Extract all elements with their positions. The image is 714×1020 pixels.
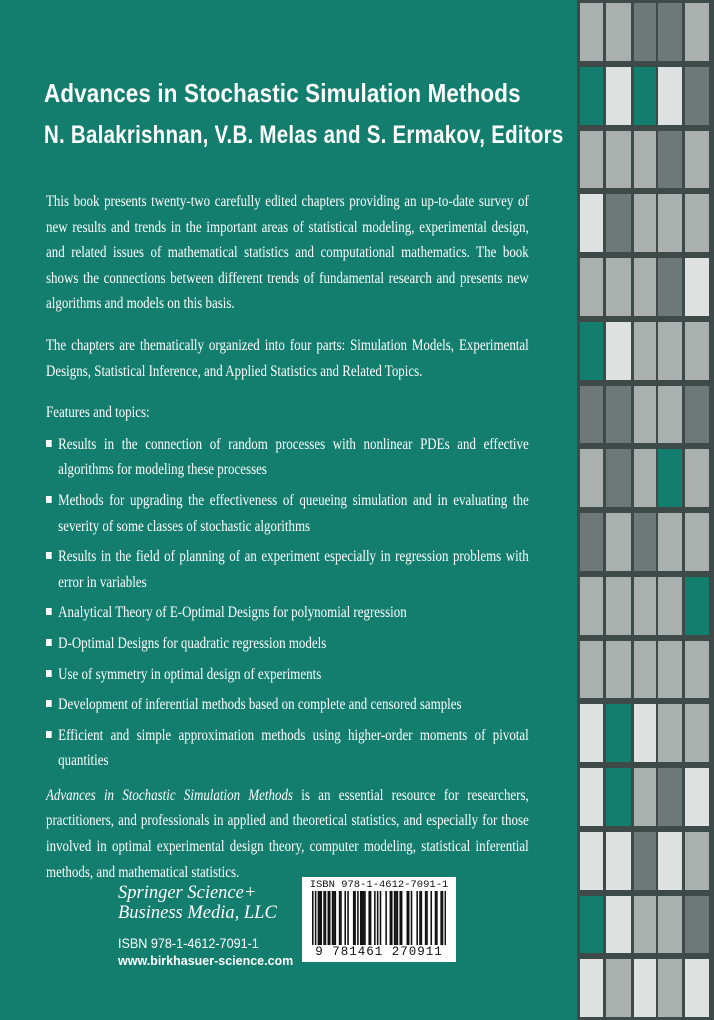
mosaic-tile — [580, 641, 603, 699]
barcode-bar — [401, 891, 403, 945]
mosaic-tile — [606, 768, 631, 826]
mosaic-tile — [634, 386, 656, 444]
barcode-bar — [435, 891, 437, 945]
mosaic-tile — [606, 832, 631, 890]
barcode-bar — [363, 891, 365, 945]
barcode-bars — [312, 891, 446, 945]
barcode-bar — [399, 891, 401, 945]
barcode-bar — [333, 891, 335, 945]
mosaic-tile — [606, 258, 631, 316]
features-heading: Features and topics: — [46, 404, 150, 422]
barcode-bar — [364, 891, 366, 945]
barcode-bar — [319, 891, 321, 945]
mosaic-tile — [634, 513, 656, 571]
mosaic-tile — [634, 322, 656, 380]
mosaic-tile — [685, 131, 709, 189]
mosaic-tile — [634, 704, 656, 762]
mosaic-tile — [606, 386, 631, 444]
barcode-bar — [328, 891, 330, 945]
mosaic-tile — [634, 194, 656, 252]
mosaic-tile — [580, 832, 603, 890]
feature-item: Methods for upgrading the effectiveness of queueing simulation and in evaluating the severity of some classes of stochastic algorithms — [46, 488, 529, 539]
mosaic-tile — [606, 959, 631, 1017]
mosaic-tile — [606, 322, 631, 380]
publisher-isbn: ISBN 978-1-4612-7091-1 — [118, 935, 259, 951]
mosaic-tile — [580, 959, 603, 1017]
barcode-bar — [347, 891, 349, 945]
barcode-bar — [394, 891, 396, 945]
mosaic-tile — [658, 449, 682, 507]
barcode-bar — [354, 891, 356, 945]
mosaic-tile — [580, 896, 603, 954]
barcode-bar — [425, 891, 427, 945]
barcode-bar — [315, 891, 317, 945]
mosaic-tile — [580, 577, 603, 635]
mosaic-tile — [580, 322, 603, 380]
barcode-bar — [312, 891, 314, 945]
mosaic-tile — [658, 194, 682, 252]
mosaic-tile — [580, 258, 603, 316]
mosaic-tile — [580, 386, 603, 444]
mosaic-tile — [658, 577, 682, 635]
feature-item: Use of symmetry in optimal design of experiments — [46, 662, 529, 688]
mosaic-tile — [685, 449, 709, 507]
parts-paragraph: The chapters are thematically organized into four parts: Simulation Models, Experimental Designs, Statistical Inference, and Applied Statistics and Related Topics. — [46, 336, 529, 380]
mosaic-tile — [606, 194, 631, 252]
mosaic-tile — [685, 768, 709, 826]
feature-item: Analytical Theory of E-Optimal Designs for polynomial regression — [46, 600, 529, 626]
barcode-bar — [332, 891, 334, 945]
mosaic-tile — [634, 131, 656, 189]
barcode-bar — [397, 891, 399, 945]
mosaic-tile — [580, 704, 603, 762]
feature-item: D-Optimal Designs for quadratic regression models — [46, 631, 529, 657]
feature-item: Results in the field of planning of an experiment especially in regression problems with error in variables — [46, 544, 529, 595]
barcode-bar — [391, 891, 393, 945]
barcode-bar — [361, 891, 363, 945]
barcode-digits: 9 781461 270911 — [315, 945, 443, 959]
mosaic-tile — [606, 704, 631, 762]
mosaic-tile — [658, 131, 682, 189]
barcode-bar — [340, 891, 342, 945]
isbn-barcode — [302, 877, 456, 962]
barcode-bar — [408, 891, 410, 945]
barcode-bar — [377, 891, 379, 945]
mosaic-tile — [606, 3, 631, 61]
mosaic-tile — [685, 194, 709, 252]
closing-paragraph — [46, 783, 529, 885]
feature-item: Development of inferential methods based on complete and censored samples — [46, 692, 529, 718]
mosaic-tile — [685, 896, 709, 954]
mosaic-tile — [685, 577, 709, 635]
mosaic-tile — [685, 959, 709, 1017]
barcode-isbn-label: ISBN 978-1-4612-7091-1 — [309, 879, 449, 891]
mosaic-tile — [634, 641, 656, 699]
mosaic-tile — [634, 959, 656, 1017]
mosaic-tile — [658, 3, 682, 61]
barcode-bar — [320, 891, 322, 945]
mosaic-tile — [634, 832, 656, 890]
barcode-bar — [407, 891, 409, 945]
barcode-bar — [385, 891, 387, 945]
mosaic-tile — [606, 641, 631, 699]
barcode-bar — [353, 891, 355, 945]
barcode-bar — [419, 891, 421, 945]
barcode-bar — [380, 891, 382, 945]
mosaic-tile — [658, 832, 682, 890]
barcode-bar — [370, 891, 372, 945]
barcode-bar — [421, 891, 423, 945]
barcode-bar — [335, 891, 337, 945]
mosaic-tile — [658, 386, 682, 444]
publisher-website: www.birkhasuer-science.com — [118, 954, 294, 968]
mosaic-tile — [685, 513, 709, 571]
barcode-bar — [339, 891, 341, 945]
mosaic-tile — [580, 131, 603, 189]
mosaic-tile — [606, 577, 631, 635]
barcode-bar — [360, 891, 362, 945]
closing-book-title: Advances in Stochastic Simulation Methods — [46, 786, 293, 804]
barcode-bar — [395, 891, 397, 945]
mosaic-tile-grid — [577, 0, 714, 1020]
mosaic-tile — [580, 3, 603, 61]
mosaic-tile — [658, 258, 682, 316]
publisher-name-line1: Springer Science+ — [118, 883, 257, 903]
mosaic-tile — [685, 322, 709, 380]
mosaic-tile — [580, 449, 603, 507]
barcode-bar — [426, 891, 428, 945]
mosaic-tile — [658, 704, 682, 762]
mosaic-tile — [634, 896, 656, 954]
barcode-bar — [442, 891, 444, 945]
barcode-bar — [440, 891, 442, 945]
intro-paragraph: This book presents twenty-two carefully edited chapters providing an up-to-date survey of new results and trends in the important areas of statistical modeling, experimental design, and related issues of mathematical statistics and computational mathematics. The book shows the connections between different trends of fundamental research and presents new algorithms and models on this basis. — [46, 193, 529, 313]
mosaic-tile — [580, 67, 603, 125]
mosaic-tile — [685, 832, 709, 890]
mosaic-tile — [606, 67, 631, 125]
mosaic-tile — [634, 449, 656, 507]
barcode-bar — [344, 891, 346, 945]
mosaic-tile — [580, 768, 603, 826]
mosaic-tile — [685, 641, 709, 699]
barcode-bar — [436, 891, 438, 945]
closing-text: is an essential resource for researchers, practitioners, and professionals in applied and theoretical statistics, and especially for those involved in optimal experimental design theory, computer modeling, statistical inferential methods, and mathematical statistics. — [46, 786, 529, 881]
barcode-bar — [323, 891, 325, 945]
mosaic-tile — [634, 577, 656, 635]
barcode-bar — [411, 891, 413, 945]
mosaic-tile — [634, 67, 656, 125]
barcode-bar — [329, 891, 331, 945]
mosaic-tile — [606, 131, 631, 189]
mosaic-tile — [606, 513, 631, 571]
mosaic-tile — [658, 513, 682, 571]
barcode-bar — [374, 891, 376, 945]
feature-item: Results in the connection of random processes with nonlinear PDEs and effective algorithms for modeling these processes — [46, 432, 529, 483]
mosaic-tile — [658, 768, 682, 826]
publisher-logo — [118, 883, 277, 923]
description-text — [46, 189, 529, 901]
mosaic-tile — [685, 386, 709, 444]
mosaic-tile — [658, 896, 682, 954]
barcode-bar — [357, 891, 359, 945]
mosaic-tile — [606, 896, 631, 954]
feature-item: Efficient and simple approximation methods using higher-order moments of pivotal quantities — [46, 723, 529, 774]
mosaic-tile — [658, 322, 682, 380]
mosaic-tile — [685, 3, 709, 61]
mosaic-tile — [634, 3, 656, 61]
barcode-bar — [445, 891, 446, 945]
mosaic-tile — [685, 258, 709, 316]
mosaic-tile — [685, 67, 709, 125]
book-title: Advances in Stochastic Simulation Methods — [44, 78, 521, 108]
barcode-bar — [325, 891, 327, 945]
mosaic-tile — [580, 513, 603, 571]
features-list — [46, 432, 529, 774]
barcode-bar — [368, 891, 370, 945]
mosaic-tile — [634, 258, 656, 316]
mosaic-tile — [658, 67, 682, 125]
mosaic-tile — [580, 194, 603, 252]
mosaic-tile — [658, 641, 682, 699]
mosaic-tile — [634, 768, 656, 826]
barcode-bar — [416, 891, 418, 945]
book-editors: N. Balakrishnan, V.B. Melas and S. Ermakov, Editors — [44, 121, 564, 149]
barcode-bar — [430, 891, 432, 945]
publisher-name-line2: Business Media, LLC — [118, 903, 277, 923]
mosaic-tile — [606, 449, 631, 507]
barcode-bar — [390, 891, 392, 945]
barcode-bar — [318, 891, 320, 945]
mosaic-tile — [658, 959, 682, 1017]
mosaic-tile — [685, 704, 709, 762]
